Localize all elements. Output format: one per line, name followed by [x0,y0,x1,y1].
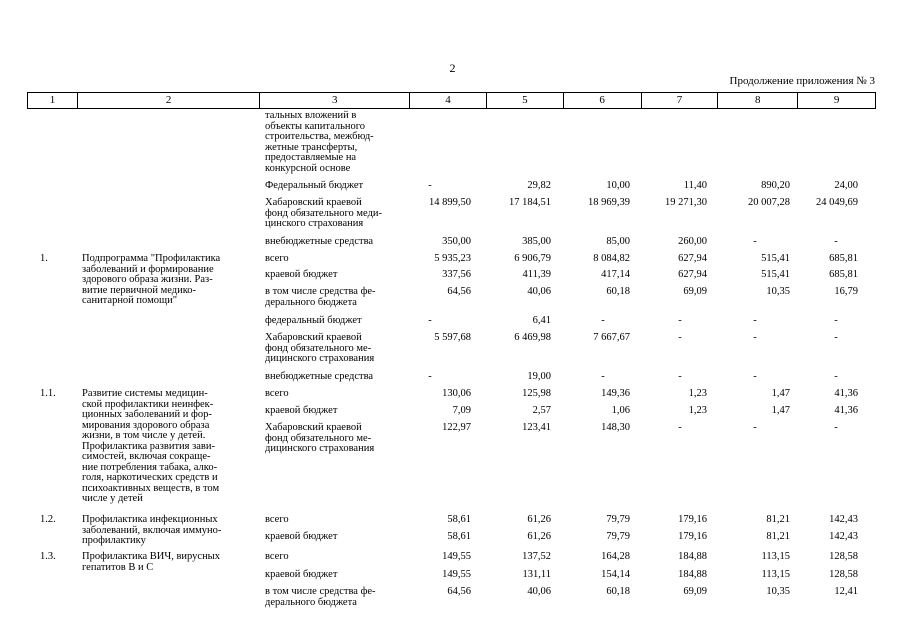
value-col-5: 2,57 [532,405,551,416]
value-col-9: 128,58 [829,569,858,580]
value-col-6: - [601,371,605,382]
funding-source: краевой бюджет [265,531,338,542]
funding-source: всего [265,388,289,399]
value-col-7: 184,88 [678,551,707,562]
value-col-4: - [428,371,432,382]
funding-source: Хабаровский краевой фонд обязательного меди- цинского страхования [265,197,383,229]
value-col-5: 17 184,51 [509,197,551,208]
value-col-4: 122,97 [442,422,471,433]
value-col-8: 515,41 [761,269,790,280]
funding-source: всего [265,514,289,525]
value-col-9: - [834,315,838,326]
value-col-7: 179,16 [678,514,707,525]
value-col-5: 40,06 [527,586,551,597]
funding-source: федеральный бюджет [265,315,362,326]
column-header-2: 2 [78,93,261,108]
value-col-4: 149,55 [442,569,471,580]
value-col-9: - [834,332,838,343]
value-col-8: - [753,236,757,247]
row-description: Развитие системы медицин- ской профилактики неинфек- ционных заболеваний и фор- мирования здорового образа жизни, в том числе у детей. Профилактика развития зави- симостей, включая сокраще- ние потребления табака, алко- голя, наркотических средств и психоактивных веществ, в том числе у детей [82,388,220,504]
value-col-8: 1,47 [771,405,790,416]
value-col-9: 12,41 [834,586,858,597]
value-col-8: 10,35 [766,586,790,597]
value-col-9: 24 049,69 [816,197,858,208]
value-col-8: 81,21 [766,531,790,542]
value-col-4: 5 935,23 [434,253,471,264]
value-col-8: - [753,371,757,382]
value-col-5: 137,52 [522,551,551,562]
value-col-9: 142,43 [829,531,858,542]
value-col-9: 41,36 [834,405,858,416]
value-col-6: 79,79 [606,531,630,542]
value-col-6: 85,00 [606,236,630,247]
value-col-7: 184,88 [678,569,707,580]
table-column-header [27,92,876,109]
value-col-9: 24,00 [834,180,858,191]
value-col-6: 8 084,82 [593,253,630,264]
value-col-4: - [428,315,432,326]
column-header-7: 7 [642,93,719,108]
value-col-9: - [834,422,838,433]
funding-source: внебюджетные средства [265,236,374,247]
value-col-7: 1,23 [688,388,707,399]
value-col-4: 64,56 [447,586,471,597]
value-col-4: 337,56 [442,269,471,280]
row-description: Подпрограмма "Профилактика заболеваний и формирование здорового образа жизни. Раз- витие первичной медико- санитарной помощи" [82,253,221,306]
column-header-3: 3 [260,93,410,108]
value-col-4: 350,00 [442,236,471,247]
value-col-5: 6,41 [532,315,551,326]
value-col-8: 81,21 [766,514,790,525]
value-col-9: 685,81 [829,253,858,264]
value-col-8: 1,47 [771,388,790,399]
value-col-7: - [678,332,682,343]
value-col-5: 6 906,79 [514,253,551,264]
value-col-7: - [678,422,682,433]
value-col-9: 128,58 [829,551,858,562]
value-col-7: - [678,315,682,326]
value-col-9: 685,81 [829,269,858,280]
funding-source: Хабаровский краевой фонд обязательного ме- дицинского страхования [265,332,375,364]
row-description: Профилактика инфекционных заболеваний, включая иммуно- профилактику [82,514,222,546]
value-col-8: - [753,332,757,343]
value-col-6: 417,14 [601,269,630,280]
value-col-6: 7 667,67 [593,332,630,343]
funding-source: всего [265,551,289,562]
value-col-7: 11,40 [683,180,707,191]
funding-source: тальных вложений в объекты капитального строительства, межбюд- жетные трансферты, предоставляемые на конкурсной основе [265,110,374,174]
value-col-6: 79,79 [606,514,630,525]
funding-source: Хабаровский краевой фонд обязательного ме- дицинского страхования [265,422,375,454]
value-col-7: 179,16 [678,531,707,542]
value-col-6: 148,30 [601,422,630,433]
value-col-8: 890,20 [761,180,790,191]
value-col-7: 627,94 [678,253,707,264]
funding-source: Федеральный бюджет [265,180,364,191]
value-col-4: 58,61 [447,531,471,542]
value-col-8: 20 007,28 [748,197,790,208]
value-col-5: 40,06 [527,286,551,297]
value-col-7: 627,94 [678,269,707,280]
value-col-8: 113,15 [761,569,790,580]
value-col-5: 131,11 [522,569,551,580]
value-col-5: 61,26 [527,531,551,542]
value-col-6: 60,18 [606,286,630,297]
value-col-7: 1,23 [688,405,707,416]
column-header-1: 1 [28,93,78,108]
value-col-9: - [834,236,838,247]
value-col-6: 10,00 [606,180,630,191]
row-number: 1. [40,253,48,264]
value-col-4: 130,06 [442,388,471,399]
value-col-4: 64,56 [447,286,471,297]
value-col-6: 1,06 [611,405,630,416]
value-col-9: 142,43 [829,514,858,525]
value-col-4: 149,55 [442,551,471,562]
value-col-4: 7,09 [452,405,471,416]
funding-source: краевой бюджет [265,569,338,580]
row-number: 1.3. [40,551,56,562]
funding-source: краевой бюджет [265,405,338,416]
funding-source: краевой бюджет [265,269,338,280]
value-col-7: - [678,371,682,382]
value-col-5: 411,39 [522,269,551,280]
row-number: 1.1. [40,388,56,399]
column-header-6: 6 [564,93,642,108]
value-col-9: 16,79 [834,286,858,297]
value-col-4: 14 899,50 [429,197,471,208]
value-col-8: 10,35 [766,286,790,297]
value-col-7: 19 271,30 [665,197,707,208]
value-col-7: 69,09 [683,586,707,597]
column-header-8: 8 [718,93,798,108]
column-header-9: 9 [833,94,840,106]
value-col-9: - [834,371,838,382]
value-col-5: 125,98 [522,388,551,399]
value-col-8: 113,15 [761,551,790,562]
value-col-7: 260,00 [678,236,707,247]
funding-source: всего [265,253,289,264]
value-col-8: - [753,315,757,326]
value-col-6: 154,14 [601,569,630,580]
row-number: 1.2. [40,514,56,525]
value-col-4: - [428,180,432,191]
value-col-5: 123,41 [522,422,551,433]
value-col-6: 149,36 [601,388,630,399]
value-col-4: 58,61 [447,514,471,525]
value-col-5: 385,00 [522,236,551,247]
value-col-6: 60,18 [606,586,630,597]
continuation-label: Продолжение приложения № 3 [729,75,875,87]
column-header-5: 5 [487,93,564,108]
value-col-5: 61,26 [527,514,551,525]
value-col-6: 18 969,39 [588,197,630,208]
funding-source: в том числе средства фе- дерального бюджета [265,286,376,308]
value-col-6: 164,28 [601,551,630,562]
value-col-8: - [753,422,757,433]
value-col-5: 29,82 [527,180,551,191]
funding-source: в том числе средства фе- дерального бюджета [265,586,376,608]
column-header-4: 4 [410,93,487,108]
funding-source: внебюджетные средства [265,371,374,382]
value-col-5: 19,00 [527,371,551,382]
value-col-9: 41,36 [834,388,858,399]
row-description: Профилактика ВИЧ, вирусных гепатитов В и С [82,551,220,573]
value-col-6: - [601,315,605,326]
value-col-7: 69,09 [683,286,707,297]
page-number: 2 [449,61,456,75]
value-col-5: 6 469,98 [514,332,551,343]
value-col-4: 5 597,68 [434,332,471,343]
value-col-8: 515,41 [761,253,790,264]
